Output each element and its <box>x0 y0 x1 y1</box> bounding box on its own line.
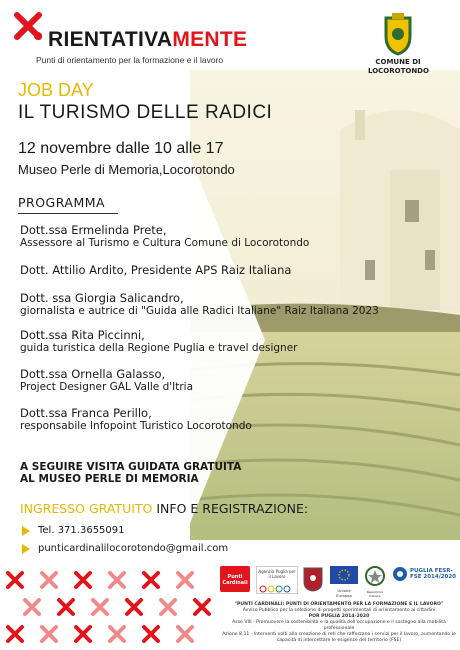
speaker-name: Dott.ssa Franca Perillo, <box>20 406 152 420</box>
programma-heading: PROGRAMMA <box>18 195 106 210</box>
regione-crest-icon <box>302 566 324 592</box>
programma-underline <box>18 213 118 214</box>
decorative-x-pattern <box>0 565 220 650</box>
speaker-item <box>20 329 297 355</box>
speaker-item <box>20 292 379 318</box>
event-title: IL TURISMO DELLE RADICI <box>18 102 273 123</box>
speaker-name: Dott.ssa Ermelinda Prete, <box>20 223 167 237</box>
guided-visit-note <box>20 461 241 485</box>
guided-visit-line: A SEGUIRE VISITA GUIDATA GRATUITA <box>20 461 242 473</box>
speaker-role: Assessore al Turismo e Cultura Comune di Locorotondo <box>20 237 310 249</box>
brand-prefix: RIENTATIVA <box>48 28 173 51</box>
punti-cardinali-logo-text: Punti Cardinali <box>222 574 248 586</box>
agenzia-puglia-logo-text: Agenzia Puglia per il Lavoro <box>258 569 296 579</box>
brand-wordmark <box>48 28 247 52</box>
orientativamente-x-logo-icon <box>14 12 42 40</box>
footer-line: "PUNTI CARDINALI: PUNTI DI ORIENTAMENTO PER LA FORMAZIONE E IL LAVORO" <box>234 602 444 607</box>
contact-phone[interactable] <box>22 525 125 536</box>
punti-cardinali-logo <box>220 566 250 592</box>
ingresso-highlight: INGRESSO GRATUITO <box>20 501 153 516</box>
guided-visit-line: AL MUSEO PERLE DI MEMORIA <box>20 473 199 485</box>
agenzia-puglia-logo <box>256 566 298 594</box>
comune-label: COMUNE DI LOCOROTONDO <box>368 58 429 75</box>
repubblica-label: Repubblica Italiana <box>366 590 384 598</box>
por-puglia-p-icon <box>392 566 408 582</box>
brand-tagline: Punti di orientamento per la formazione e il lavoro <box>36 55 224 65</box>
footer-legal-text <box>222 602 456 644</box>
speaker-item <box>20 264 291 277</box>
eu-flag-label: Unione Europea <box>336 588 352 598</box>
footer-logos <box>220 566 460 596</box>
por-puglia-logo <box>392 566 458 592</box>
speaker-name: Dott. Attilio Ardito, Presidente APS Raiz Italiana <box>20 263 292 277</box>
footer-line: POR PUGLIA 2014-2020 <box>308 614 370 619</box>
repubblica-emblem-icon <box>364 566 386 586</box>
speaker-item <box>20 368 193 394</box>
brand-suffix: MENTE <box>172 28 248 51</box>
speaker-name: Dott.ssa Rita Piccinni, <box>20 328 145 342</box>
eu-flag-icon <box>330 566 358 584</box>
arrow-bullet-icon <box>22 526 30 536</box>
contact-email[interactable] <box>22 543 228 554</box>
event-date: 12 novembre dalle 10 alle 17 <box>18 140 224 157</box>
agenzia-circles-icon <box>257 584 295 594</box>
footer-line: Azione 8.11 - Interventi volti alla creazione di reti che rafforzano i servizi per il lavoro, aumentando le capacità di intercettare le esigenze del territorio (FSE) <box>222 632 456 643</box>
email-text[interactable]: punticardinalilocorotondo@gmail.com <box>38 543 229 554</box>
speaker-role: guida turistica della Regione Puglia e travel designer <box>20 342 298 354</box>
speaker-item <box>20 407 252 433</box>
speaker-name: Dott. ssa Giorgia Salicandro, <box>20 291 184 305</box>
ingresso-rest: INFO E REGISTRAZIONE: <box>152 501 309 516</box>
phone-text[interactable]: Tel. 371.3655091 <box>38 525 125 536</box>
speaker-item <box>20 224 309 250</box>
speaker-role: giornalista e autrice di "Guida alle Radici Italiane" Raiz Italiana 2023 <box>20 305 379 317</box>
arrow-bullet-icon <box>22 544 30 554</box>
comune-crest-icon <box>380 12 416 56</box>
speaker-name: Dott.ssa Ornella Galasso, <box>20 367 166 381</box>
event-kicker: JOB DAY <box>18 80 94 100</box>
eu-flag-logo <box>330 566 358 598</box>
event-place: Museo Perle di Memoria,Locorotondo <box>18 162 235 177</box>
repubblica-italiana-logo <box>364 566 386 598</box>
speaker-role: Project Designer GAL Valle d'Itria <box>20 381 194 393</box>
footer-line: Avviso Pubblico per la selezione di progetti sperimentali di orientamento ai cittadini <box>242 608 436 613</box>
ingresso-heading <box>20 501 308 516</box>
por-puglia-label: PUGLIA FESR-FSE 2014/2020 <box>410 568 457 580</box>
footer-line: Asse VIII - Promuovere la sostenibilità e la qualità dell'occupazione e il sostegno alla mobilità professionale <box>232 620 446 631</box>
speaker-role: responsabile Infopoint Turistico Locorotondo <box>20 420 252 432</box>
